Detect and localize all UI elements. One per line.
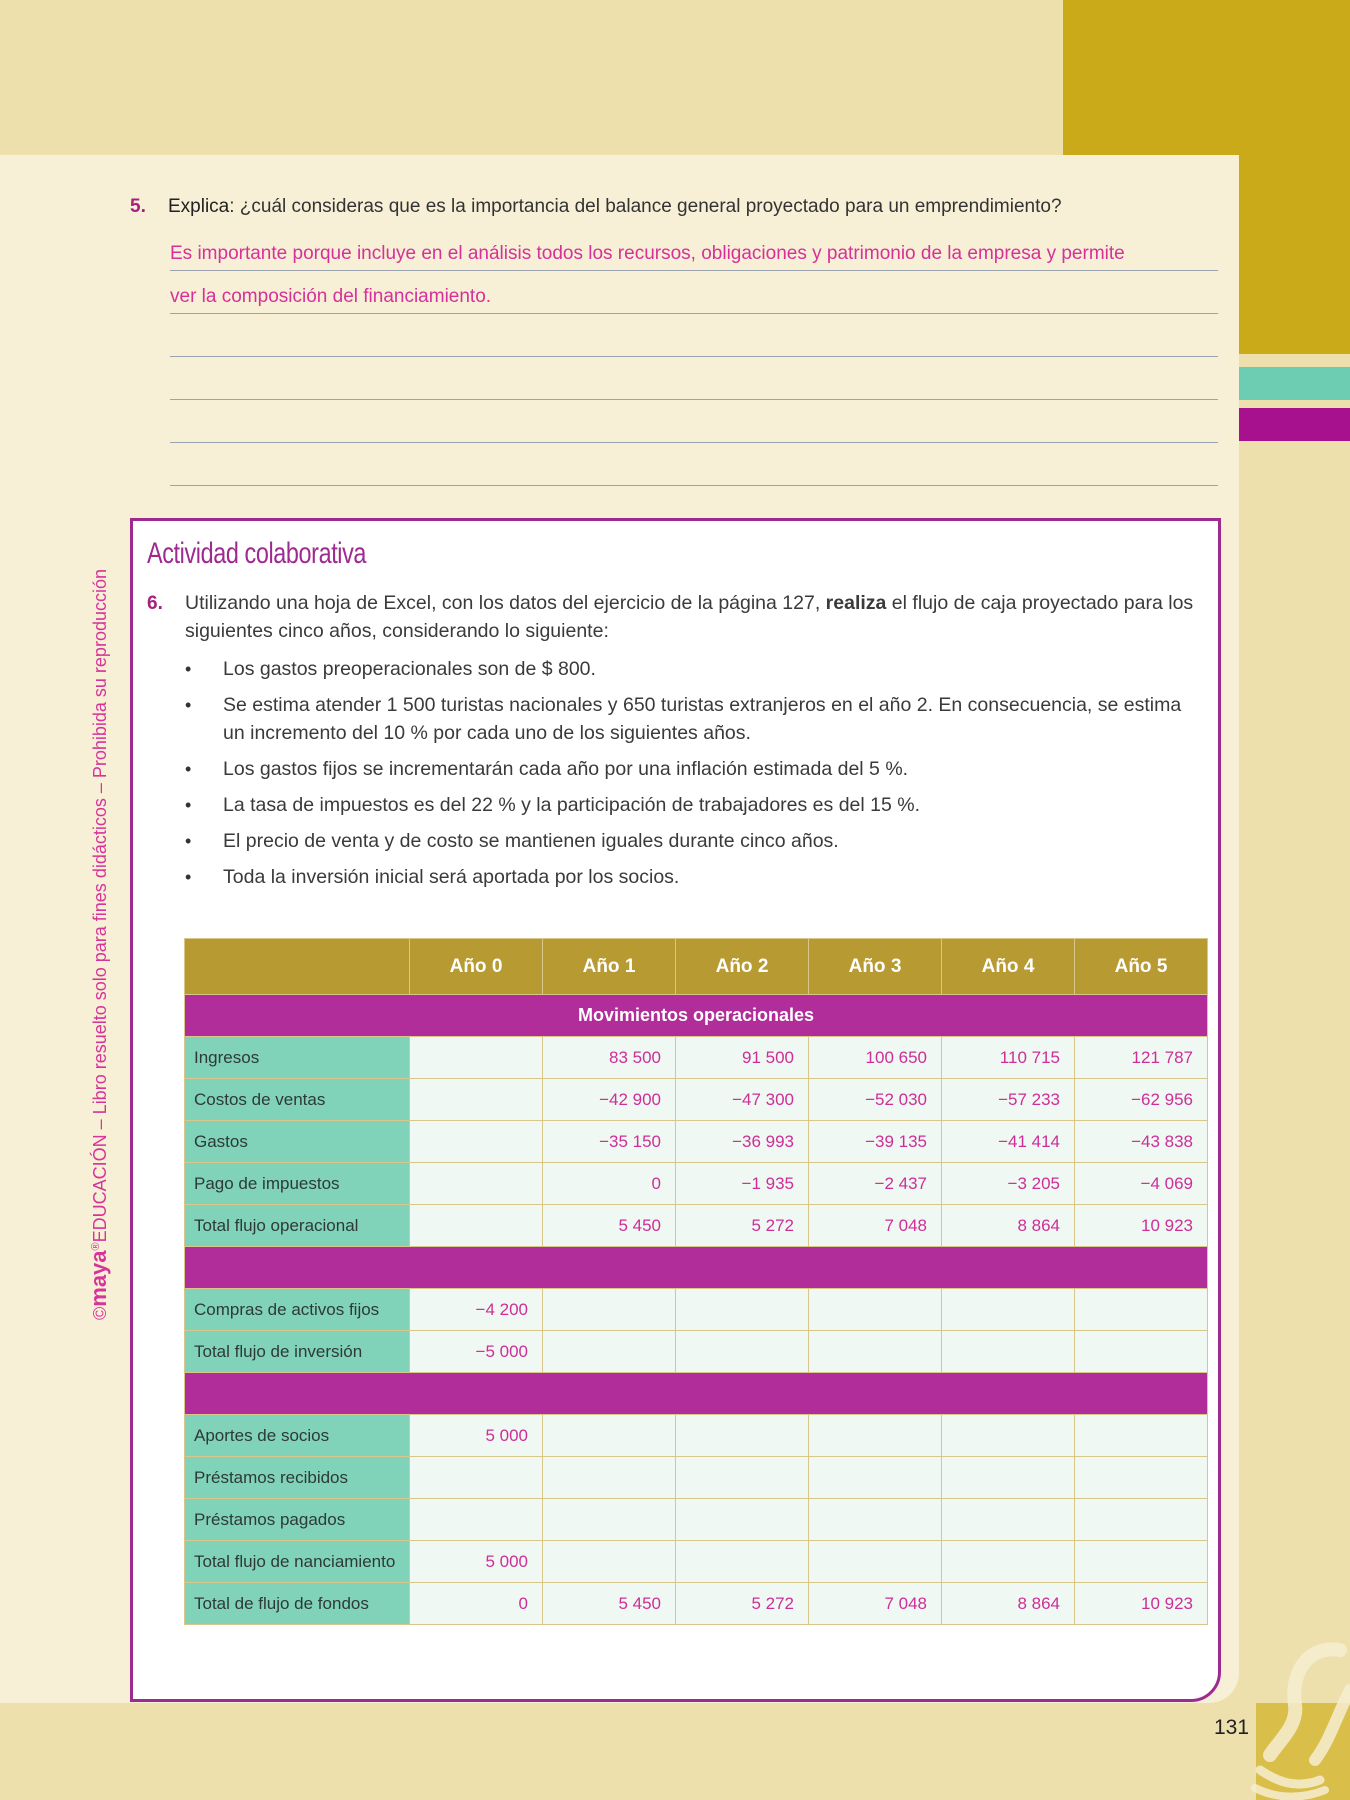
value-cell[interactable] xyxy=(676,1541,809,1583)
value-cell[interactable]: −42 900 xyxy=(543,1079,676,1121)
value-cell[interactable] xyxy=(1075,1499,1208,1541)
table-row xyxy=(185,1121,1208,1163)
value-cell[interactable] xyxy=(410,1163,543,1205)
table-header-row xyxy=(185,939,1208,995)
table-row xyxy=(185,1163,1208,1205)
value-cell[interactable] xyxy=(809,1331,942,1373)
value-cell[interactable] xyxy=(410,1499,543,1541)
question-number: 6. xyxy=(147,593,163,614)
table-row xyxy=(185,1205,1208,1247)
answer-line[interactable] xyxy=(170,314,1218,357)
value-cell[interactable]: 83 500 xyxy=(543,1037,676,1079)
answer-line[interactable]: Es importante porque incluye en el análisis todos los recursos, obligaciones y patrimonio de la empresa y permite xyxy=(170,228,1218,271)
condition-item: • Se estima atender 1 500 turistas nacionales y 650 turistas extranjeros en el año 2. En consecuencia, se estima un incremento del 10 % por cada uno de los siguientes años. xyxy=(185,691,1207,747)
value-cell[interactable] xyxy=(942,1415,1075,1457)
section-title xyxy=(185,1247,1208,1289)
row-label: Pago de impuestos xyxy=(185,1163,410,1205)
activity-title: Actividad colaborativa xyxy=(147,537,367,570)
value-cell[interactable] xyxy=(809,1541,942,1583)
brand-logo: maya xyxy=(86,1250,111,1307)
value-cell[interactable] xyxy=(410,1079,543,1121)
value-cell[interactable] xyxy=(1075,1289,1208,1331)
value-cell[interactable] xyxy=(676,1331,809,1373)
value-cell[interactable] xyxy=(543,1457,676,1499)
value-cell[interactable] xyxy=(410,1205,543,1247)
question-text: el flujo de caja proyectado para los siguientes cinco años, considerando lo siguiente: xyxy=(185,592,1194,642)
registered-symbol: ® xyxy=(90,1242,102,1251)
cash-flow-table xyxy=(184,938,1208,1625)
value-cell[interactable]: 8 864 xyxy=(942,1583,1075,1625)
value-cell[interactable]: 10 923 xyxy=(1075,1205,1208,1247)
value-cell[interactable] xyxy=(676,1499,809,1541)
header-blank xyxy=(185,939,410,995)
value-cell[interactable]: 5 450 xyxy=(543,1205,676,1247)
row-label: Compras de activos fijos xyxy=(185,1289,410,1331)
header-year: Año 2 xyxy=(676,939,809,995)
row-label: Total flujo de nanciamiento xyxy=(185,1541,410,1583)
condition-item: • El precio de venta y de costo se mantienen iguales durante cinco años. xyxy=(185,827,1207,855)
value-cell[interactable] xyxy=(942,1457,1075,1499)
value-cell[interactable] xyxy=(1075,1541,1208,1583)
value-cell[interactable] xyxy=(942,1331,1075,1373)
value-cell[interactable]: −52 030 xyxy=(809,1079,942,1121)
value-cell[interactable] xyxy=(1075,1415,1208,1457)
question-verb: Explica xyxy=(168,196,230,217)
section-header-row xyxy=(185,1247,1208,1289)
value-cell[interactable]: 5 000 xyxy=(410,1541,543,1583)
answer-area xyxy=(170,228,1218,486)
value-cell[interactable] xyxy=(1075,1331,1208,1373)
copyright-notice xyxy=(86,480,112,1320)
condition-item: • La tasa de impuestos es del 22 % y la participación de trabajadores es del 15 %. xyxy=(185,791,1207,819)
table-row xyxy=(185,1037,1208,1079)
copyright-symbol: © xyxy=(90,1306,110,1320)
row-label: Aportes de socios xyxy=(185,1415,410,1457)
row-label: Préstamos pagados xyxy=(185,1499,410,1541)
value-cell[interactable]: −4 069 xyxy=(1075,1163,1208,1205)
row-label: Costos de ventas xyxy=(185,1079,410,1121)
table-row xyxy=(185,1289,1208,1331)
table-row xyxy=(185,1541,1208,1583)
value-cell[interactable]: −4 200 xyxy=(410,1289,543,1331)
value-cell[interactable]: −39 135 xyxy=(809,1121,942,1163)
value-cell[interactable]: 7 048 xyxy=(809,1205,942,1247)
value-cell[interactable]: 5 000 xyxy=(410,1415,543,1457)
row-label: Total flujo de inversión xyxy=(185,1331,410,1373)
decorative-magenta-tab xyxy=(1239,408,1350,441)
section-header-row xyxy=(185,995,1208,1037)
value-cell[interactable]: 5 450 xyxy=(543,1583,676,1625)
condition-item: • Los gastos fijos se incrementarán cada año por una inflación estimada del 5 %. xyxy=(185,755,1207,783)
value-cell[interactable]: 100 650 xyxy=(809,1037,942,1079)
table-row xyxy=(185,1499,1208,1541)
row-label: Ingresos xyxy=(185,1037,410,1079)
value-cell[interactable] xyxy=(676,1457,809,1499)
condition-item: • Los gastos preoperacionales son de $ 800. xyxy=(185,655,1207,683)
question-number: 5. xyxy=(130,196,146,217)
value-cell[interactable]: 91 500 xyxy=(676,1037,809,1079)
value-cell[interactable]: −1 935 xyxy=(676,1163,809,1205)
value-cell[interactable] xyxy=(676,1415,809,1457)
value-cell[interactable]: −43 838 xyxy=(1075,1121,1208,1163)
value-cell[interactable] xyxy=(809,1499,942,1541)
value-cell[interactable]: 5 272 xyxy=(676,1583,809,1625)
value-cell[interactable] xyxy=(942,1541,1075,1583)
condition-item: • Toda la inversión inicial será aportada por los socios. xyxy=(185,863,1207,891)
value-cell[interactable]: 10 923 xyxy=(1075,1583,1208,1625)
value-cell[interactable] xyxy=(1075,1457,1208,1499)
value-cell[interactable]: 7 048 xyxy=(809,1583,942,1625)
value-cell[interactable]: −62 956 xyxy=(1075,1079,1208,1121)
value-cell[interactable] xyxy=(809,1415,942,1457)
value-cell[interactable]: −2 437 xyxy=(809,1163,942,1205)
value-cell[interactable]: −35 150 xyxy=(543,1121,676,1163)
question-6 xyxy=(147,589,1207,899)
row-label: Gastos xyxy=(185,1121,410,1163)
value-cell[interactable] xyxy=(410,1121,543,1163)
top-band xyxy=(0,0,1063,155)
answer-line[interactable] xyxy=(170,400,1218,443)
table-row xyxy=(185,1457,1208,1499)
value-cell[interactable]: −5 000 xyxy=(410,1331,543,1373)
value-cell[interactable]: 8 864 xyxy=(942,1205,1075,1247)
value-cell[interactable] xyxy=(676,1289,809,1331)
question-verb: realiza xyxy=(825,592,887,614)
header-year: Año 1 xyxy=(543,939,676,995)
value-cell[interactable] xyxy=(942,1499,1075,1541)
table-row xyxy=(185,1583,1208,1625)
section-title: Movimientos operacionales xyxy=(185,995,1208,1037)
value-cell[interactable] xyxy=(942,1289,1075,1331)
value-cell[interactable] xyxy=(543,1331,676,1373)
value-cell[interactable] xyxy=(543,1289,676,1331)
value-cell[interactable] xyxy=(410,1037,543,1079)
value-cell[interactable] xyxy=(809,1457,942,1499)
page-number: 131 xyxy=(1214,1716,1250,1739)
value-cell[interactable] xyxy=(543,1499,676,1541)
value-cell[interactable]: 0 xyxy=(543,1163,676,1205)
table-row xyxy=(185,1331,1208,1373)
row-label: Total flujo operacional xyxy=(185,1205,410,1247)
answer-line[interactable] xyxy=(170,357,1218,400)
row-label: Total de flujo de fondos xyxy=(185,1583,410,1625)
value-cell[interactable] xyxy=(543,1415,676,1457)
question-text: Utilizando una hoja de Excel, con los datos del ejercicio de la página 127, xyxy=(185,592,826,614)
value-cell[interactable]: 121 787 xyxy=(1075,1037,1208,1079)
header-year: Año 5 xyxy=(1075,939,1208,995)
value-cell[interactable]: −47 300 xyxy=(676,1079,809,1121)
value-cell[interactable]: 110 715 xyxy=(942,1037,1075,1079)
value-cell[interactable]: −36 993 xyxy=(676,1121,809,1163)
value-cell[interactable]: −57 233 xyxy=(942,1079,1075,1121)
value-cell[interactable]: −41 414 xyxy=(942,1121,1075,1163)
row-label: Préstamos recibidos xyxy=(185,1457,410,1499)
answer-line[interactable]: ver la composición del financiamiento. xyxy=(170,271,1218,314)
question-prompt: : ¿cuál consideras que es la importancia del balance general proyectado para un emprendimiento? xyxy=(229,196,1062,217)
value-cell[interactable]: −3 205 xyxy=(942,1163,1075,1205)
value-cell[interactable] xyxy=(543,1541,676,1583)
value-cell[interactable] xyxy=(410,1457,543,1499)
collaborative-activity-box xyxy=(130,518,1221,1702)
lightbulb-icon xyxy=(1240,1630,1350,1800)
header-year: Año 3 xyxy=(809,939,942,995)
table-row xyxy=(185,1079,1208,1121)
value-cell[interactable]: 0 xyxy=(410,1583,543,1625)
conditions-list xyxy=(185,655,1207,891)
header-year: Año 4 xyxy=(942,939,1075,995)
value-cell[interactable] xyxy=(809,1289,942,1331)
section-title xyxy=(185,1373,1208,1415)
section-header-row xyxy=(185,1373,1208,1415)
header-year: Año 0 xyxy=(410,939,543,995)
value-cell[interactable]: 5 272 xyxy=(676,1205,809,1247)
decorative-teal-tab xyxy=(1239,367,1350,400)
table-row xyxy=(185,1415,1208,1457)
answer-line[interactable] xyxy=(170,443,1218,486)
question-5 xyxy=(130,196,1220,218)
copyright-text: EDUCACIÓN – Libro resuelto solo para fines didácticos – Prohibida su reproducción xyxy=(90,569,110,1243)
